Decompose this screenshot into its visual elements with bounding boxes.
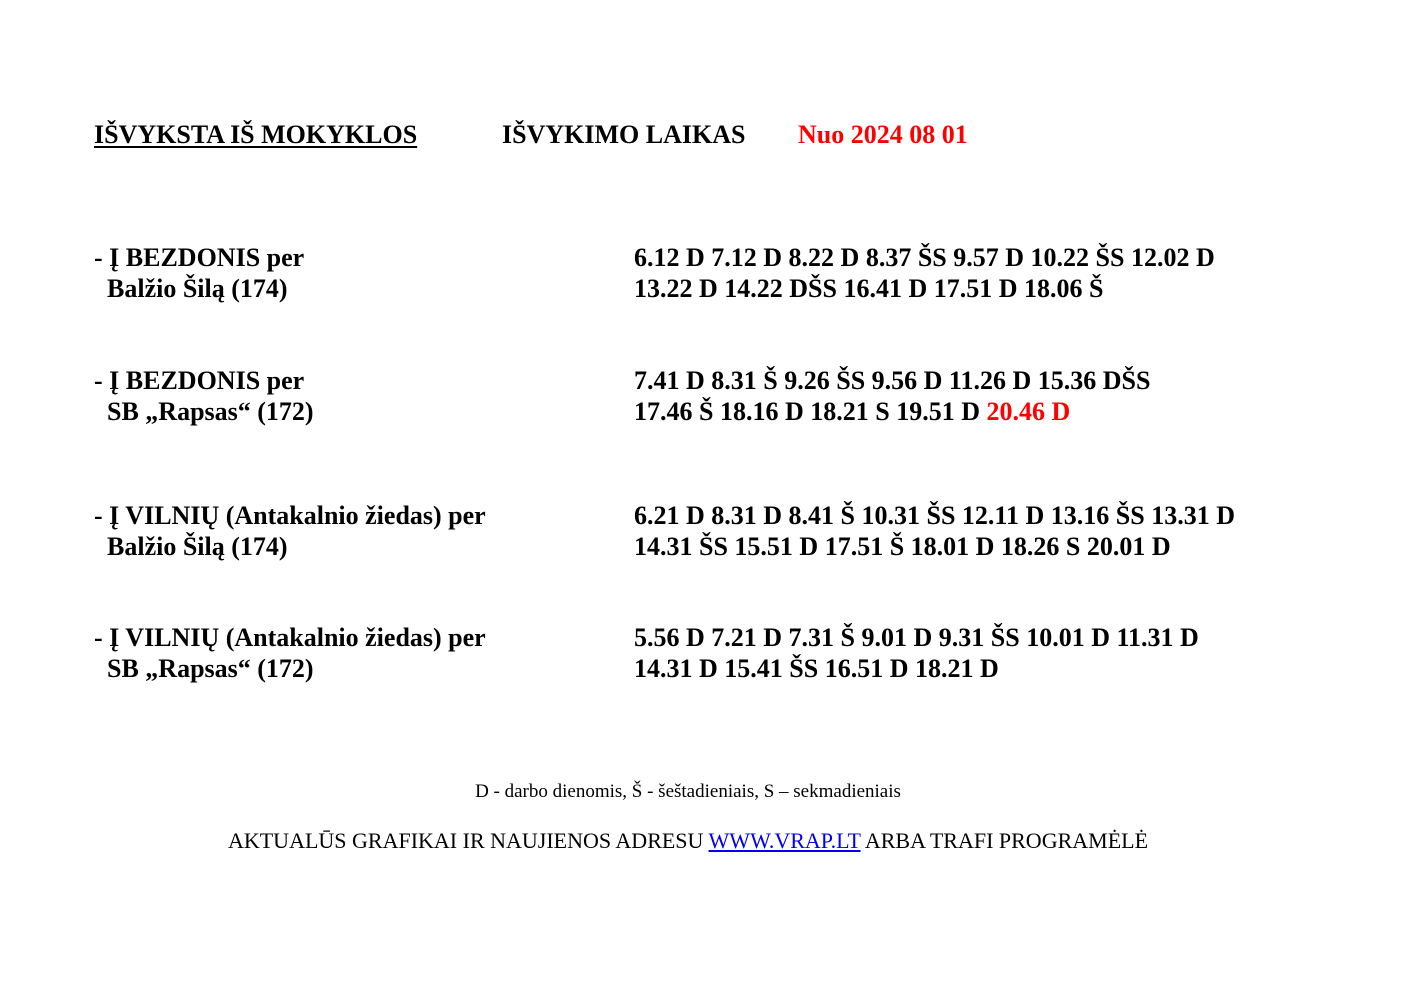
route-destination — [94, 622, 486, 684]
times-line — [634, 396, 1150, 427]
footer-text: AKTUALŪS GRAFIKAI IR NAUJIENOS ADRESU — [227, 828, 704, 853]
destination-line: - Į VILNIŲ (Antakalnio žiedas) per — [94, 623, 486, 652]
destination-line: - Į BEZDONIS per — [94, 366, 305, 395]
highlighted-time: 20.46 D — [986, 397, 1071, 426]
footer-text: ARBA TRAFI PROGRAMĖLĖ — [864, 828, 1149, 853]
vrap-link[interactable]: WWW.VRAP.LT — [708, 828, 861, 853]
destination-via-line: Balžio Šilą (174) — [107, 532, 288, 561]
destination-line: - Į BEZDONIS per — [94, 243, 305, 272]
route-destination — [94, 242, 304, 304]
valid-from-date: Nuo 2024 08 01 — [798, 120, 968, 149]
times-line: 7.41 D 8.31 Š 9.26 ŠS 9.56 D 11.26 D 15.36 DŠS — [634, 366, 1151, 395]
departs-from-school-heading: IŠVYKSTA IŠ MOKYKLOS — [94, 120, 418, 149]
destination-line: - Į VILNIŲ (Antakalnio žiedas) per — [94, 501, 486, 530]
footer-notice — [0, 827, 1376, 855]
route-times — [634, 500, 1235, 562]
route-times — [634, 242, 1215, 304]
times-line: 13.22 D 14.22 DŠS 16.41 D 17.51 D 18.06 Š — [634, 274, 1104, 303]
route-times — [634, 365, 1150, 427]
destination-via-line: SB „Rapsas“ (172) — [107, 397, 314, 426]
destination-via-line: Balžio Šilą (174) — [107, 274, 288, 303]
route-destination — [94, 500, 486, 562]
legend: D - darbo dienomis, Š - šeštadieniais, S – sekmadieniais — [475, 781, 901, 802]
times-line: 14.31 D 15.41 ŠS 16.51 D 18.21 D — [634, 654, 999, 683]
times-text: 17.46 Š 18.16 D 18.21 S 19.51 D — [634, 397, 980, 426]
times-line: 6.21 D 8.31 D 8.41 Š 10.31 ŠS 12.11 D 13.16 ŠS 13.31 D — [634, 501, 1235, 530]
departure-time-heading: IŠVYKIMO LAIKAS — [502, 120, 746, 149]
route-destination — [94, 365, 314, 427]
destination-via-line: SB „Rapsas“ (172) — [107, 654, 314, 683]
times-line: 6.12 D 7.12 D 8.22 D 8.37 ŠS 9.57 D 10.22 ŠS 12.02 D — [634, 243, 1215, 272]
route-times — [634, 622, 1199, 684]
times-line: 14.31 ŠS 15.51 D 17.51 Š 18.01 D 18.26 S 20.01 D — [634, 532, 1171, 561]
times-line: 5.56 D 7.21 D 7.31 Š 9.01 D 9.31 ŠS 10.01 D 11.31 D — [634, 623, 1199, 652]
